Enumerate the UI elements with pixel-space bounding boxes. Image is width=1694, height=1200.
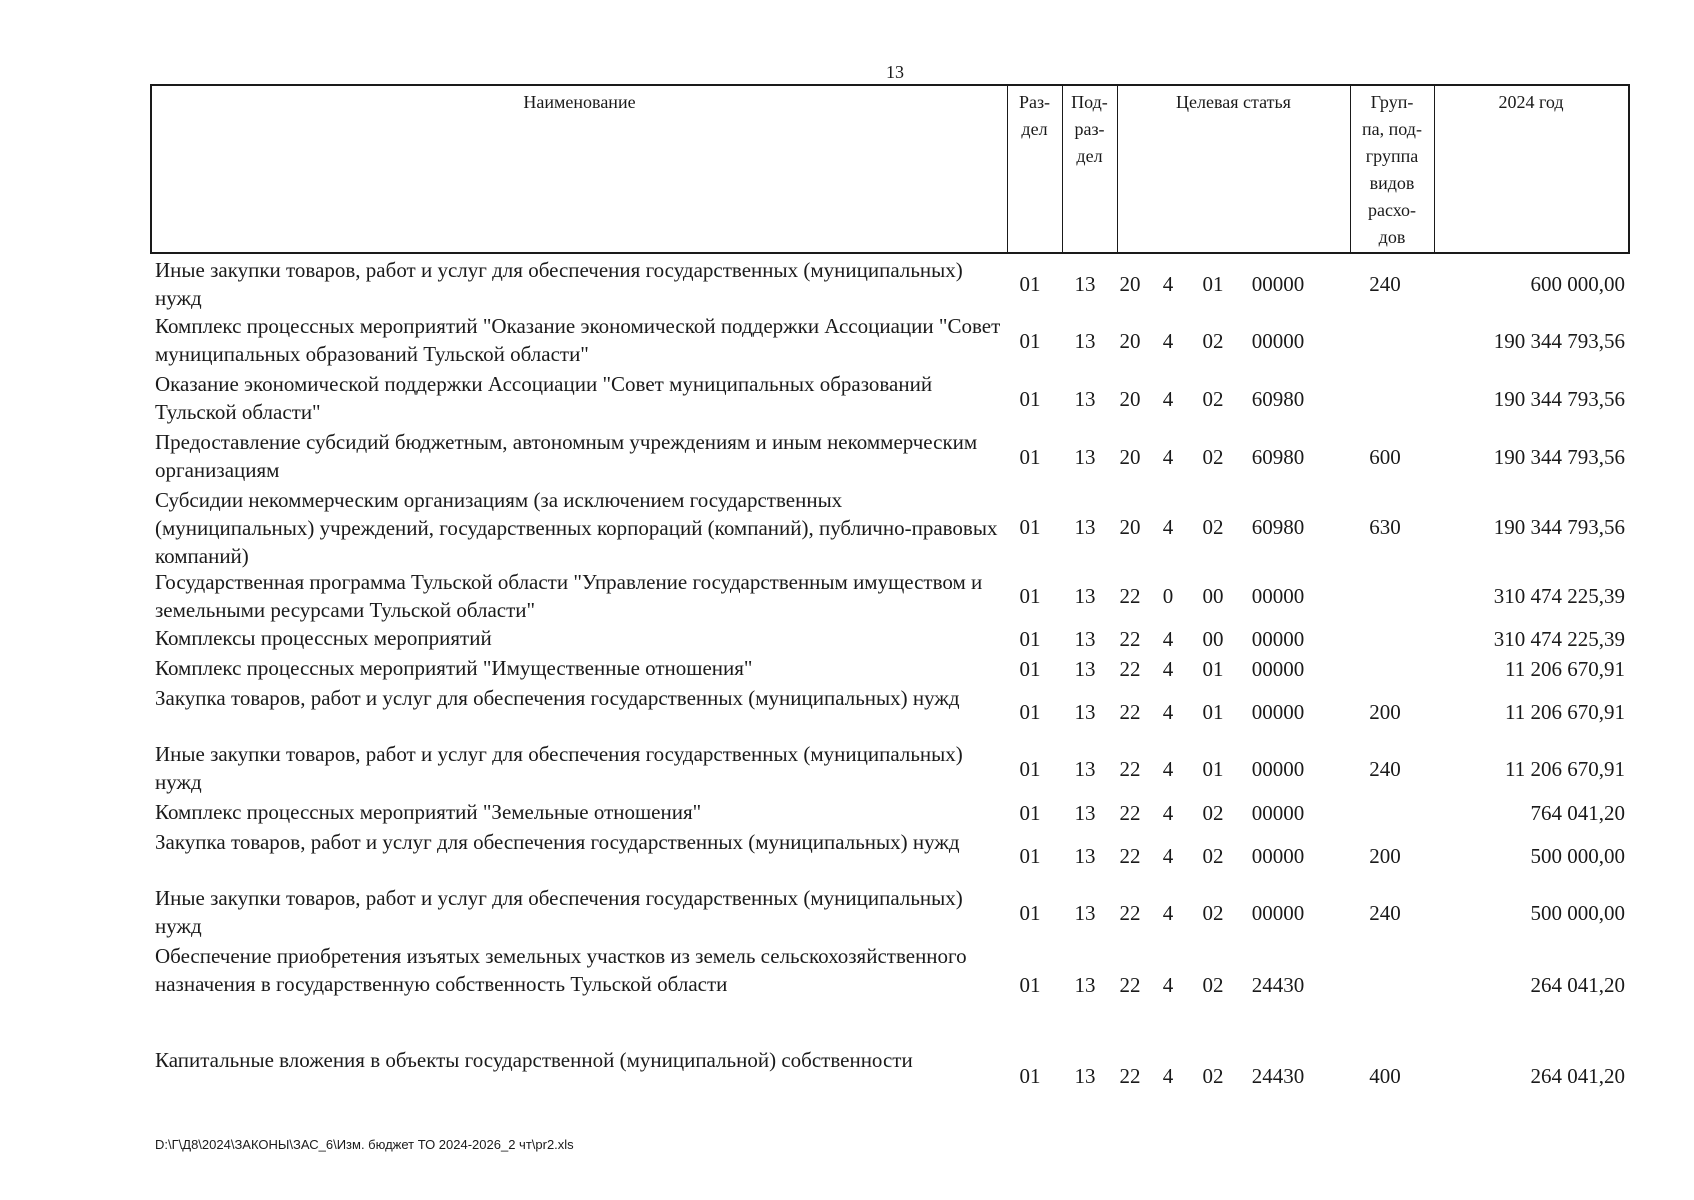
table-row [150,942,1630,1028]
row-target-program: 22 [1119,973,1141,997]
row-amount: 600 000,00 [1530,272,1625,296]
row-podrazdel: 13 [1074,584,1096,608]
row-expense-group: 200 [1369,844,1401,868]
row-target-type: 0 [1162,584,1174,608]
row-target-direction: 00000 [1251,272,1305,296]
row-amount: 764 041,20 [1530,801,1625,825]
row-target-program: 20 [1119,515,1141,539]
table-row [150,256,1630,312]
row-target-type: 4 [1162,844,1174,868]
row-target-program: 20 [1119,387,1141,411]
row-amount: 190 344 793,56 [1493,515,1625,539]
row-razdel: 01 [1019,757,1041,781]
header-podrazdel: Под- раз- дел [1071,92,1108,166]
row-razdel: 01 [1019,844,1041,868]
row-podrazdel: 13 [1074,901,1096,925]
row-amount: 310 474 225,39 [1493,584,1625,608]
header-target: Целевая статья [1176,92,1291,112]
row-target-subprogram: 02 [1202,844,1224,868]
row-expense-group: 240 [1369,272,1401,296]
row-name: Иные закупки товаров, работ и услуг для обеспечения государственных (муниципальных) нужд [155,742,963,794]
row-target-direction: 00000 [1251,657,1305,681]
row-podrazdel: 13 [1074,801,1096,825]
row-target-subprogram: 01 [1202,700,1224,724]
row-target-direction: 00000 [1251,584,1305,608]
row-target-direction: 00000 [1251,801,1305,825]
row-target-subprogram: 02 [1202,515,1224,539]
row-expense-group: 630 [1369,515,1401,539]
row-amount: 264 041,20 [1530,1064,1625,1088]
row-target-subprogram: 02 [1202,801,1224,825]
row-razdel: 01 [1019,445,1041,469]
row-target-program: 22 [1119,584,1141,608]
row-target-type: 4 [1162,515,1174,539]
table-row [150,884,1630,942]
row-target-direction: 60980 [1251,387,1305,411]
row-amount: 264 041,20 [1530,973,1625,997]
row-target-type: 4 [1162,1064,1174,1088]
row-target-direction: 60980 [1251,445,1305,469]
row-razdel: 01 [1019,387,1041,411]
table-row [150,654,1630,684]
table-body [150,256,1630,1106]
table-row [150,428,1630,486]
row-razdel: 01 [1019,329,1041,353]
row-amount: 190 344 793,56 [1493,329,1625,353]
row-target-direction: 60980 [1251,515,1305,539]
row-target-program: 22 [1119,1064,1141,1088]
row-target-program: 22 [1119,844,1141,868]
row-podrazdel: 13 [1074,445,1096,469]
row-expense-group: 240 [1369,901,1401,925]
row-name: Обеспечение приобретения изъятых земельных участков из земель сельскохозяйственного назначения в государственную собственность Тульской области [155,944,967,996]
row-name: Комплекс процессных мероприятий "Земельные отношения" [155,800,702,824]
row-razdel: 01 [1019,627,1041,651]
table-row [150,370,1630,428]
row-name: Капитальные вложения в объекты государственной (муниципальной) собственности [155,1048,913,1072]
header-vr: Груп- па, под- группа видов расхо- дов [1362,92,1422,247]
table-row [150,798,1630,828]
row-target-direction: 24430 [1251,1064,1305,1088]
row-name: Иные закупки товаров, работ и услуг для обеспечения государственных (муниципальных) нужд [155,258,963,310]
row-target-direction: 00000 [1251,627,1305,651]
row-name: Закупка товаров, работ и услуг для обеспечения государственных (муниципальных) нужд [155,686,960,710]
row-podrazdel: 13 [1074,700,1096,724]
row-expense-group: 200 [1369,700,1401,724]
row-target-program: 20 [1119,445,1141,469]
row-podrazdel: 13 [1074,844,1096,868]
row-target-type: 4 [1162,973,1174,997]
table-row [150,312,1630,370]
row-target-direction: 00000 [1251,329,1305,353]
row-name: Предоставление субсидий бюджетным, автономным учреждениям и иным некоммерческим организациям [155,430,978,482]
row-target-subprogram: 01 [1202,657,1224,681]
table-row [150,828,1630,884]
header-year: 2024 год [1498,92,1564,112]
row-target-subprogram: 00 [1202,584,1224,608]
row-target-program: 20 [1119,272,1141,296]
table-row [150,624,1630,654]
table-row [150,740,1630,798]
page-number: 13 [886,62,904,82]
row-target-program: 22 [1119,757,1141,781]
file-path-footer: D:\Г\Д8\2024\ЗАКОНЫ\ЗАС_6\Изм. бюджет ТО 2024-2026_2 чт\pr2.xls [155,1137,574,1152]
row-target-type: 4 [1162,387,1174,411]
row-podrazdel: 13 [1074,973,1096,997]
row-target-type: 4 [1162,272,1174,296]
row-razdel: 01 [1019,801,1041,825]
row-razdel: 01 [1019,901,1041,925]
row-target-type: 4 [1162,627,1174,651]
row-name: Государственная программа Тульской области "Управление государственным имуществом и земельными ресурсами Тульской области" [155,570,983,622]
header-razdel: Раз- дел [1018,92,1051,139]
row-amount: 190 344 793,56 [1493,387,1625,411]
row-podrazdel: 13 [1074,387,1096,411]
row-target-subprogram: 02 [1202,901,1224,925]
row-target-type: 4 [1162,329,1174,353]
row-amount: 11 206 670,91 [1505,700,1625,724]
row-target-subprogram: 02 [1202,387,1224,411]
row-podrazdel: 13 [1074,757,1096,781]
row-target-direction: 24430 [1251,973,1305,997]
row-name: Закупка товаров, работ и услуг для обеспечения государственных (муниципальных) нужд [155,830,960,854]
row-expense-group: 600 [1369,445,1401,469]
row-target-program: 22 [1119,627,1141,651]
row-podrazdel: 13 [1074,627,1096,651]
row-amount: 11 206 670,91 [1505,757,1625,781]
row-target-program: 22 [1119,901,1141,925]
row-amount: 310 474 225,39 [1493,627,1625,651]
row-razdel: 01 [1019,973,1041,997]
table-row [150,684,1630,740]
row-target-direction: 00000 [1251,700,1305,724]
row-name: Комплекс процессных мероприятий "Имущественные отношения" [155,656,753,680]
row-razdel: 01 [1019,657,1041,681]
row-name: Комплекс процессных мероприятий "Оказание экономической поддержки Ассоциации "Совет муниципальных образований Тульской области" [155,314,1001,366]
row-razdel: 01 [1019,1064,1041,1088]
row-razdel: 01 [1019,700,1041,724]
table-row [150,1046,1630,1106]
row-target-type: 4 [1162,700,1174,724]
row-name: Иные закупки товаров, работ и услуг для обеспечения государственных (муниципальных) нужд [155,886,963,938]
row-amount: 500 000,00 [1530,844,1625,868]
row-expense-group: 400 [1369,1064,1401,1088]
row-podrazdel: 13 [1074,329,1096,353]
row-podrazdel: 13 [1074,272,1096,296]
table-header [150,84,1630,254]
row-target-subprogram: 00 [1202,627,1224,651]
row-name: Субсидии некоммерческим организациям (за исключением государственных (муниципальных) учреждений, государственных корпораций (компаний), публично-правовых компаний) [155,488,998,568]
row-razdel: 01 [1019,584,1041,608]
row-target-subprogram: 02 [1202,329,1224,353]
row-target-type: 4 [1162,445,1174,469]
row-target-subprogram: 01 [1202,757,1224,781]
budget-table [150,84,1630,1106]
header-name: Наименование [523,92,636,112]
row-expense-group: 240 [1369,757,1401,781]
row-target-direction: 00000 [1251,844,1305,868]
table-row [150,568,1630,624]
row-amount: 500 000,00 [1530,901,1625,925]
table-row [150,486,1630,568]
row-target-subprogram: 02 [1202,1064,1224,1088]
row-target-program: 20 [1119,329,1141,353]
row-target-program: 22 [1119,657,1141,681]
row-podrazdel: 13 [1074,1064,1096,1088]
row-name: Комплексы процессных мероприятий [155,626,492,650]
row-target-direction: 00000 [1251,757,1305,781]
row-podrazdel: 13 [1074,515,1096,539]
row-razdel: 01 [1019,272,1041,296]
row-name: Оказание экономической поддержки Ассоциации "Совет муниципальных образований Тульской области" [155,372,933,424]
row-target-subprogram: 02 [1202,445,1224,469]
row-target-type: 4 [1162,901,1174,925]
row-target-type: 4 [1162,757,1174,781]
row-target-program: 22 [1119,700,1141,724]
row-amount: 11 206 670,91 [1505,657,1625,681]
row-target-type: 4 [1162,657,1174,681]
row-target-subprogram: 01 [1202,272,1224,296]
row-podrazdel: 13 [1074,657,1096,681]
row-target-type: 4 [1162,801,1174,825]
row-amount: 190 344 793,56 [1493,445,1625,469]
row-target-program: 22 [1119,801,1141,825]
row-target-direction: 00000 [1251,901,1305,925]
row-razdel: 01 [1019,515,1041,539]
row-target-subprogram: 02 [1202,973,1224,997]
